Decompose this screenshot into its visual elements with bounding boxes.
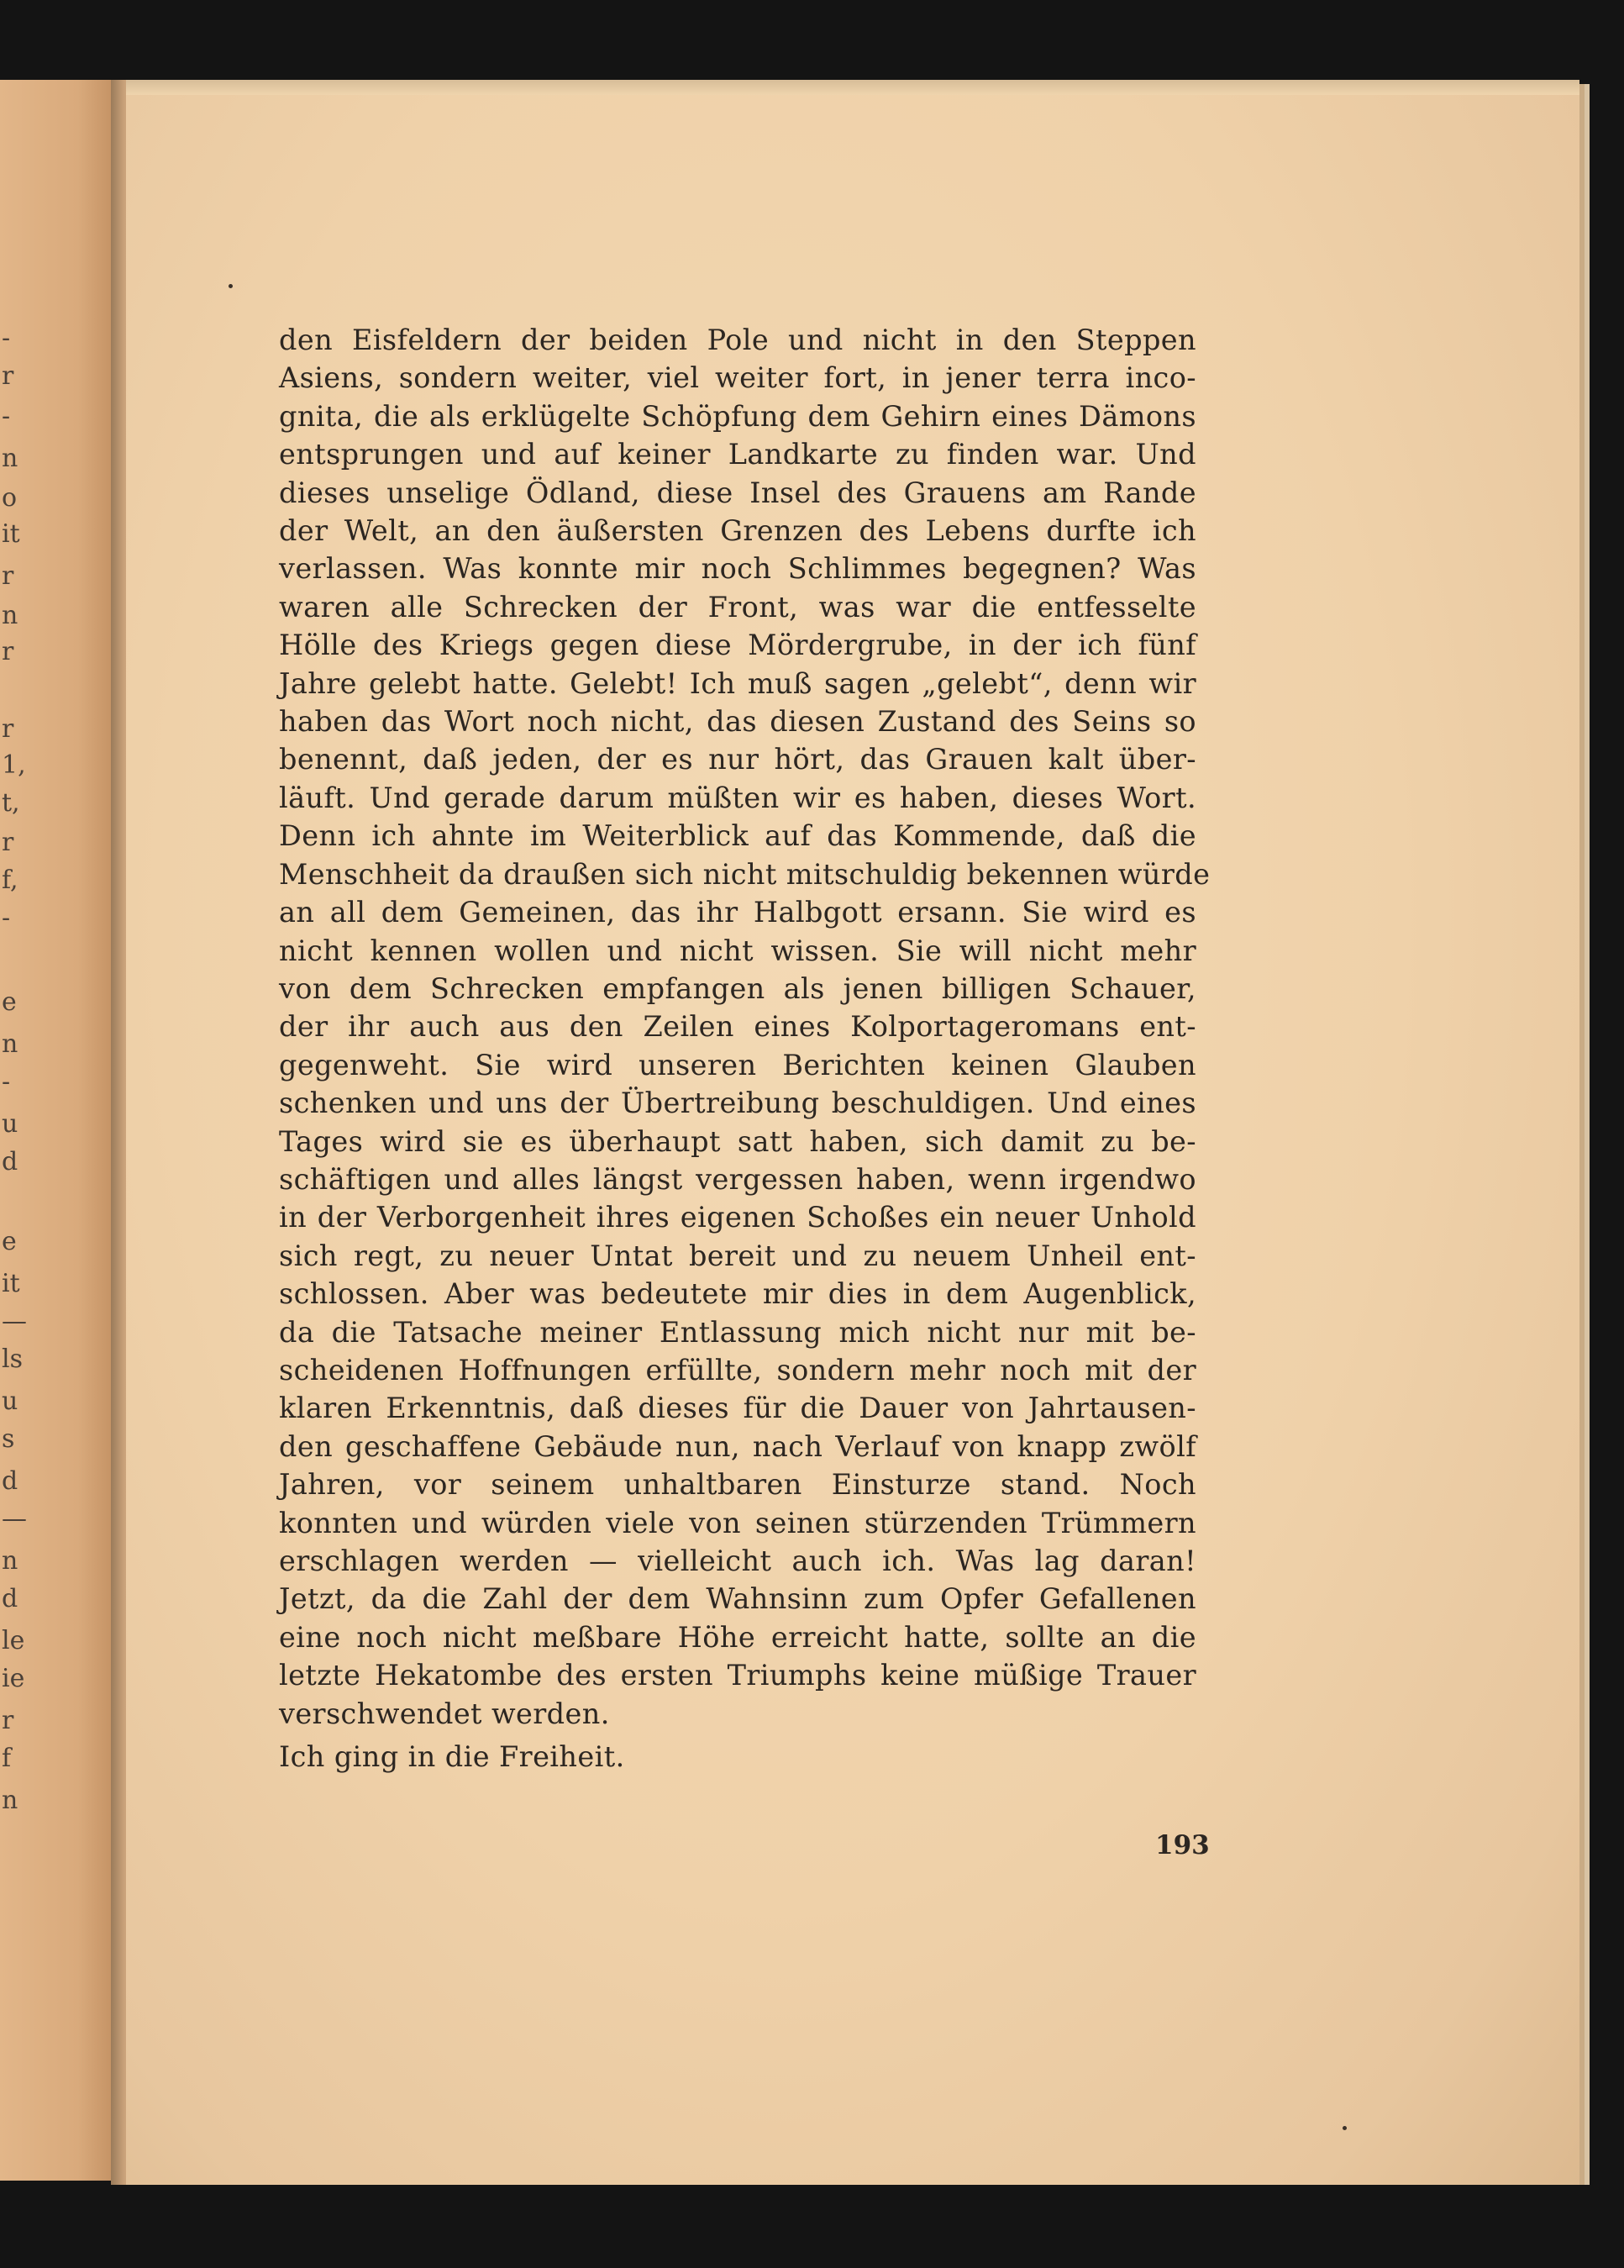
left-page-fragment: s (2, 1424, 15, 1454)
text-line: Jetzt, da die Zahl der dem Wahnsinn zum Opfer Gefallenen (279, 1582, 1196, 1616)
left-page-fragment: t, (2, 788, 20, 818)
left-page-fragment: r (2, 828, 14, 857)
left-page-fragment: n (2, 1546, 18, 1576)
left-page-fragment: - (2, 402, 11, 431)
left-page-fragment: f (2, 1744, 12, 1773)
left-page-fragment: it (2, 1269, 20, 1298)
left-page-fragment: - (2, 324, 11, 353)
text-line: waren alle Schrecken der Front, was war die entfesselte (279, 590, 1196, 624)
text-line: konnten und würden viele von seinen stürzenden Trümmern (279, 1506, 1196, 1539)
left-page-fragment: it (2, 519, 20, 549)
left-facing-page (0, 80, 111, 2181)
left-page-fragment: ls (2, 1344, 23, 1374)
text-line: Jahren, vor seinem unhaltbaren Einsturze stand. Noch (279, 1468, 1196, 1502)
body-text (279, 321, 1211, 1776)
left-page-fragment: r (2, 1706, 14, 1735)
text-line: schenken und uns der Übertreibung beschuldigen. Und eines (279, 1087, 1196, 1120)
page-speck (229, 284, 233, 288)
left-page-fragment: - (2, 903, 11, 933)
left-page-fragment: e (2, 1227, 17, 1256)
text-line: verschwendet werden. (279, 1697, 610, 1730)
left-page-fragment: — (2, 1307, 27, 1336)
left-page-fragment: o (2, 483, 18, 513)
text-line: scheidenen Hoffnungen erfüllte, sondern mehr noch mit der (279, 1353, 1196, 1387)
text-line: an all dem Gemeinen, das ihr Halbgott ersann. Sie wird es (279, 896, 1196, 929)
text-line: letzte Hekatombe des ersten Triumphs keine müßige Trauer (279, 1659, 1196, 1692)
text-line: eine noch nicht meßbare Höhe erreicht hatte, sollte an die (279, 1620, 1196, 1654)
left-page-fragment: n (2, 1786, 18, 1815)
text-line: gnita, die als erklügelte Schöpfung dem Gehirn eines Dämons (279, 399, 1196, 433)
text-line: sich regt, zu neuer Untat bereit und zu neuem Unheil ent- (279, 1239, 1196, 1272)
text-line: Asiens, sondern weiter, viel weiter fort, in jener terra inco- (279, 361, 1196, 395)
left-page-fragment: 1, (2, 750, 26, 780)
left-page-fragment: d (2, 1584, 18, 1613)
left-page-fragment: f, (2, 866, 18, 895)
left-page-fragment: d (2, 1147, 18, 1176)
page-number: 193 (1155, 1830, 1210, 1860)
left-page-fragment: r (2, 714, 14, 744)
text-line: Denn ich ahnte im Weiterblick auf das Kommende, daß die (279, 819, 1196, 853)
text-line: den geschaffene Gebäude nun, nach Verlauf von knapp zwölf (279, 1429, 1196, 1463)
left-page-fragment: r (2, 561, 14, 591)
text-line: den Eisfeldern der beiden Pole und nicht in den Steppen (279, 324, 1196, 356)
left-page-fragment: d (2, 1466, 18, 1496)
left-page-fragment: r (2, 361, 14, 391)
text-line: der Welt, an den äußersten Grenzen des Lebens durfte ich (279, 514, 1196, 548)
text-line: Jahre gelebt hatte. Gelebt! Ich muß sagen „gelebt“, denn wir (279, 666, 1196, 700)
text-line: schäftigen und alles längst vergessen haben, wenn irgendwo (279, 1162, 1196, 1196)
text-line: Menschheit da draußen sich nicht mitschuldig bekennen würde (279, 857, 1211, 891)
text-line: gegenweht. Sie wird unseren Berichten keinen Glauben (279, 1048, 1196, 1081)
left-page-fragment: ie (2, 1664, 25, 1693)
text-line: entsprungen und auf keiner Landkarte zu finden war. Und (279, 438, 1196, 471)
page-top-edge (126, 80, 1579, 95)
left-page-fragment: r (2, 637, 14, 666)
left-page-text-fragments (0, 80, 34, 2181)
left-page-fragment: — (2, 1504, 27, 1534)
text-line: erschlagen werden — vielleicht auch ich. Was lag daran! (279, 1544, 1196, 1577)
text-line: da die Tatsache meiner Entlassung mich nicht nur mit be- (279, 1315, 1196, 1349)
text-line: dieses unselige Ödland, diese Insel des Grauens am Rande (279, 476, 1196, 509)
page-speck (1343, 2126, 1347, 2130)
text-line: benennt, daß jeden, der es nur hört, das Grauen kalt über- (279, 743, 1196, 776)
left-page-fragment: - (2, 1067, 11, 1097)
text-line: schlossen. Aber was bedeutete mir dies in dem Augenblick, (279, 1277, 1196, 1311)
text-line: verlassen. Was konnte mir noch Schlimmes begegnen? Was (279, 552, 1196, 586)
text-line: in der Verborgenheit ihres eigenen Schoßes ein neuer Unhold (279, 1201, 1196, 1234)
left-page-fragment: u (2, 1387, 18, 1416)
text-line: läuft. Und gerade darum müßten wir es haben, dieses Wort. (279, 781, 1196, 814)
left-page-fragment: e (2, 987, 17, 1017)
left-page-fragment: n (2, 444, 18, 473)
text-line: der ihr auch aus den Zeilen eines Kolportageromans ent- (279, 1010, 1196, 1044)
left-page-fragment: n (2, 1029, 18, 1059)
left-page-fragment: n (2, 601, 18, 630)
text-line: von dem Schrecken empfangen als jenen billigen Schauer, (279, 971, 1196, 1005)
text-line: klaren Erkenntnis, daß dieses für die Dauer von Jahrtausen- (279, 1392, 1196, 1425)
text-line: haben das Wort noch nicht, das diesen Zustand des Seins so (279, 705, 1196, 739)
text-line: Hölle des Kriegs gegen diese Mördergrube, in der ich fünf (279, 629, 1196, 662)
left-page-fragment: le (2, 1626, 25, 1655)
text-line: nicht kennen wollen und nicht wissen. Sie will nicht mehr (279, 934, 1196, 967)
left-page-fragment: u (2, 1109, 18, 1139)
final-line: Ich ging in die Freiheit. (279, 1740, 625, 1774)
text-line: Tages wird sie es überhaupt satt haben, sich damit zu be- (279, 1124, 1196, 1158)
